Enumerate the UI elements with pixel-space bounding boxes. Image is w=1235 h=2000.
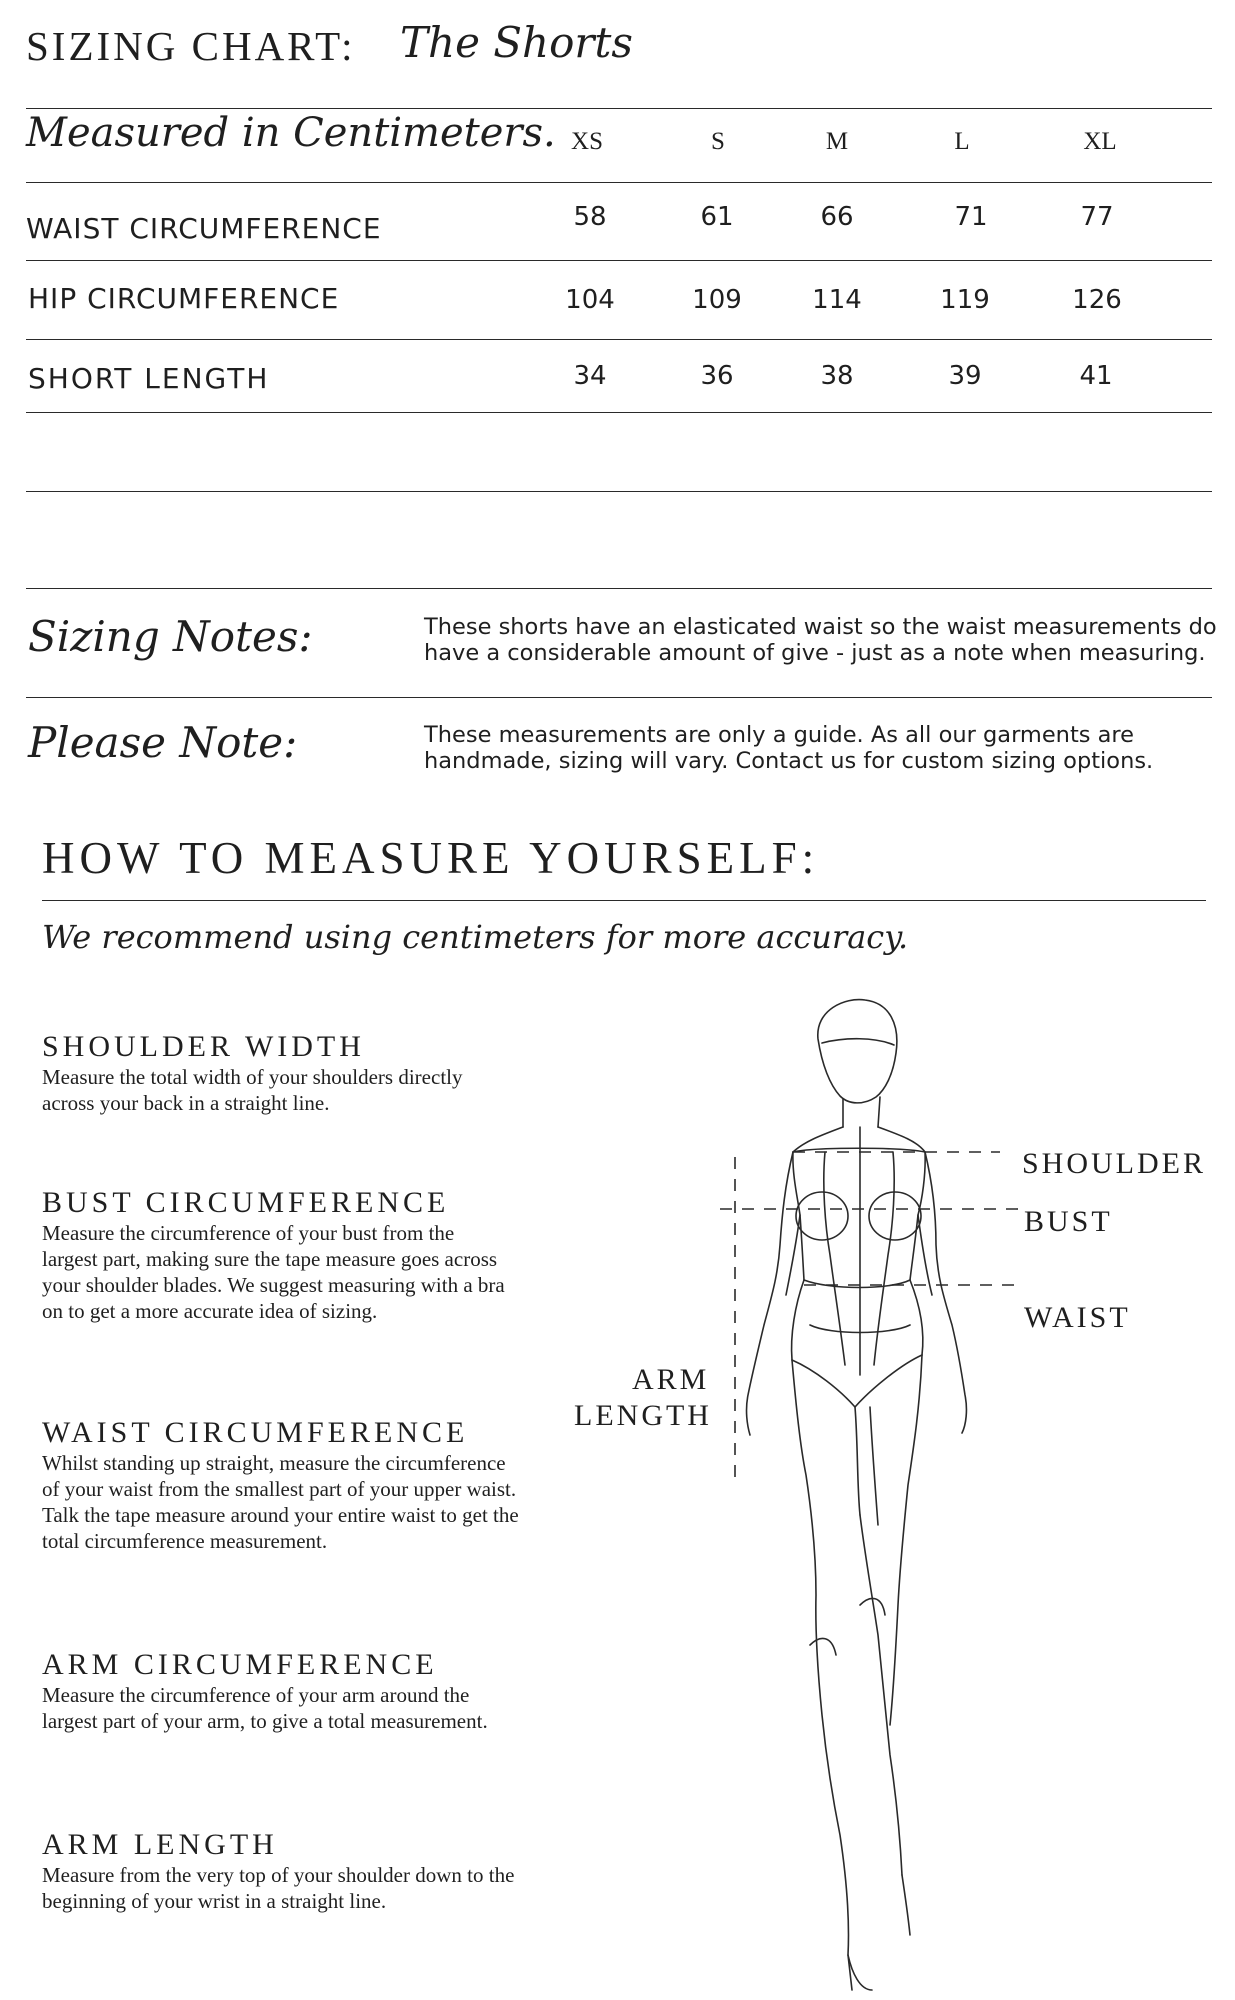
cell-length-l: 39: [948, 361, 982, 391]
row-label-short-length: SHORT LENGTH: [28, 362, 270, 395]
sizing-notes-script: Sizing Notes:: [28, 612, 313, 661]
measure-item-arm-circumference: [42, 1648, 522, 1734]
measure-item-arm-length: [42, 1828, 527, 1914]
measure-item-title: ARM LENGTH: [42, 1828, 278, 1861]
cell-waist-l: 71: [954, 202, 988, 232]
table-rule: [26, 412, 1212, 413]
table-rule: [26, 339, 1212, 340]
croquis-figure-icon: [560, 995, 1235, 2000]
table-top-rule: [26, 108, 1212, 109]
please-note-script: Please Note:: [28, 718, 298, 767]
measure-item-title: WAIST CIRCUMFERENCE: [42, 1416, 469, 1449]
page-title: SIZING CHART:: [26, 23, 356, 69]
table-rule: [26, 260, 1212, 261]
size-header-xl: XL: [1083, 128, 1117, 155]
units-script: Measured in Centimeters.: [26, 110, 556, 156]
measure-item-title: SHOULDER WIDTH: [42, 1030, 365, 1063]
notes-rule: [26, 697, 1212, 698]
measure-item-desc: Measure the total width of your shoulders directly across your back in a straight line.: [42, 1065, 463, 1115]
measure-heading: HOW TO MEASURE YOURSELF:: [42, 833, 820, 883]
cell-waist-xl: 77: [1080, 202, 1114, 232]
figure-label-shoulder: SHOULDER: [1022, 1147, 1207, 1180]
measure-item-desc: Measure from the very top of your shoulder down to the beginning of your wrist in a straight line.: [42, 1863, 515, 1913]
measure-item-desc: Measure the circumference of your bust from the largest part, making sure the tape measure goes across your shoulder blades. We suggest measuring with a bra on to get a more accurate idea of sizing.: [42, 1221, 505, 1323]
sizing-notes-text: These shorts have an elasticated waist so the waist measurements do have a considerable amount of give - just as a note when measuring.: [424, 614, 1217, 666]
figure-label-length: LENGTH: [574, 1399, 712, 1432]
size-header-m: M: [825, 128, 849, 155]
row-label-waist: WAIST CIRCUMFERENCE: [26, 212, 382, 245]
table-rule: [26, 182, 1212, 183]
cell-waist-s: 61: [700, 202, 734, 232]
measure-rule: [42, 900, 1206, 901]
notes-rule: [26, 588, 1212, 589]
figure-label-bust: BUST: [1024, 1205, 1113, 1238]
measure-item-title: BUST CIRCUMFERENCE: [42, 1186, 450, 1219]
cell-hip-m: 114: [812, 285, 862, 315]
measure-item-shoulder: [42, 1030, 492, 1116]
cell-length-xs: 34: [573, 361, 607, 391]
row-label-hip: HIP CIRCUMFERENCE: [28, 282, 340, 315]
recommend-script: We recommend using centimeters for more accuracy.: [42, 918, 909, 956]
cell-waist-xs: 58: [573, 202, 607, 232]
cell-hip-xl: 126: [1072, 285, 1122, 315]
size-header-s: S: [711, 128, 725, 155]
table-rule: [26, 491, 1212, 492]
cell-hip-xs: 104: [565, 285, 615, 315]
cell-length-m: 38: [820, 361, 854, 391]
cell-hip-l: 119: [940, 285, 990, 315]
figure-label-arm: ARM: [632, 1363, 710, 1396]
cell-length-s: 36: [700, 361, 734, 391]
cell-waist-m: 66: [820, 202, 854, 232]
size-header-l: L: [954, 128, 970, 155]
measure-item-bust: [42, 1186, 512, 1324]
measure-item-desc: Measure the circumference of your arm around the largest part of your arm, to give a total measurement.: [42, 1683, 488, 1733]
figure-label-waist: WAIST: [1024, 1301, 1131, 1334]
product-name-script: The Shorts: [400, 18, 633, 67]
size-header-xs: XS: [571, 128, 603, 155]
please-note-text: These measurements are only a guide. As all our garments are handmade, sizing will vary. Contact us for custom sizing options.: [424, 722, 1154, 774]
cell-length-xl: 41: [1079, 361, 1113, 391]
measure-item-waist: [42, 1416, 522, 1554]
cell-hip-s: 109: [692, 285, 742, 315]
measure-item-title: ARM CIRCUMFERENCE: [42, 1648, 438, 1681]
measure-item-desc: Whilst standing up straight, measure the circumference of your waist from the smallest part of your upper waist. Talk the tape measure around your entire waist to get the total circumference measurement.: [42, 1451, 519, 1553]
